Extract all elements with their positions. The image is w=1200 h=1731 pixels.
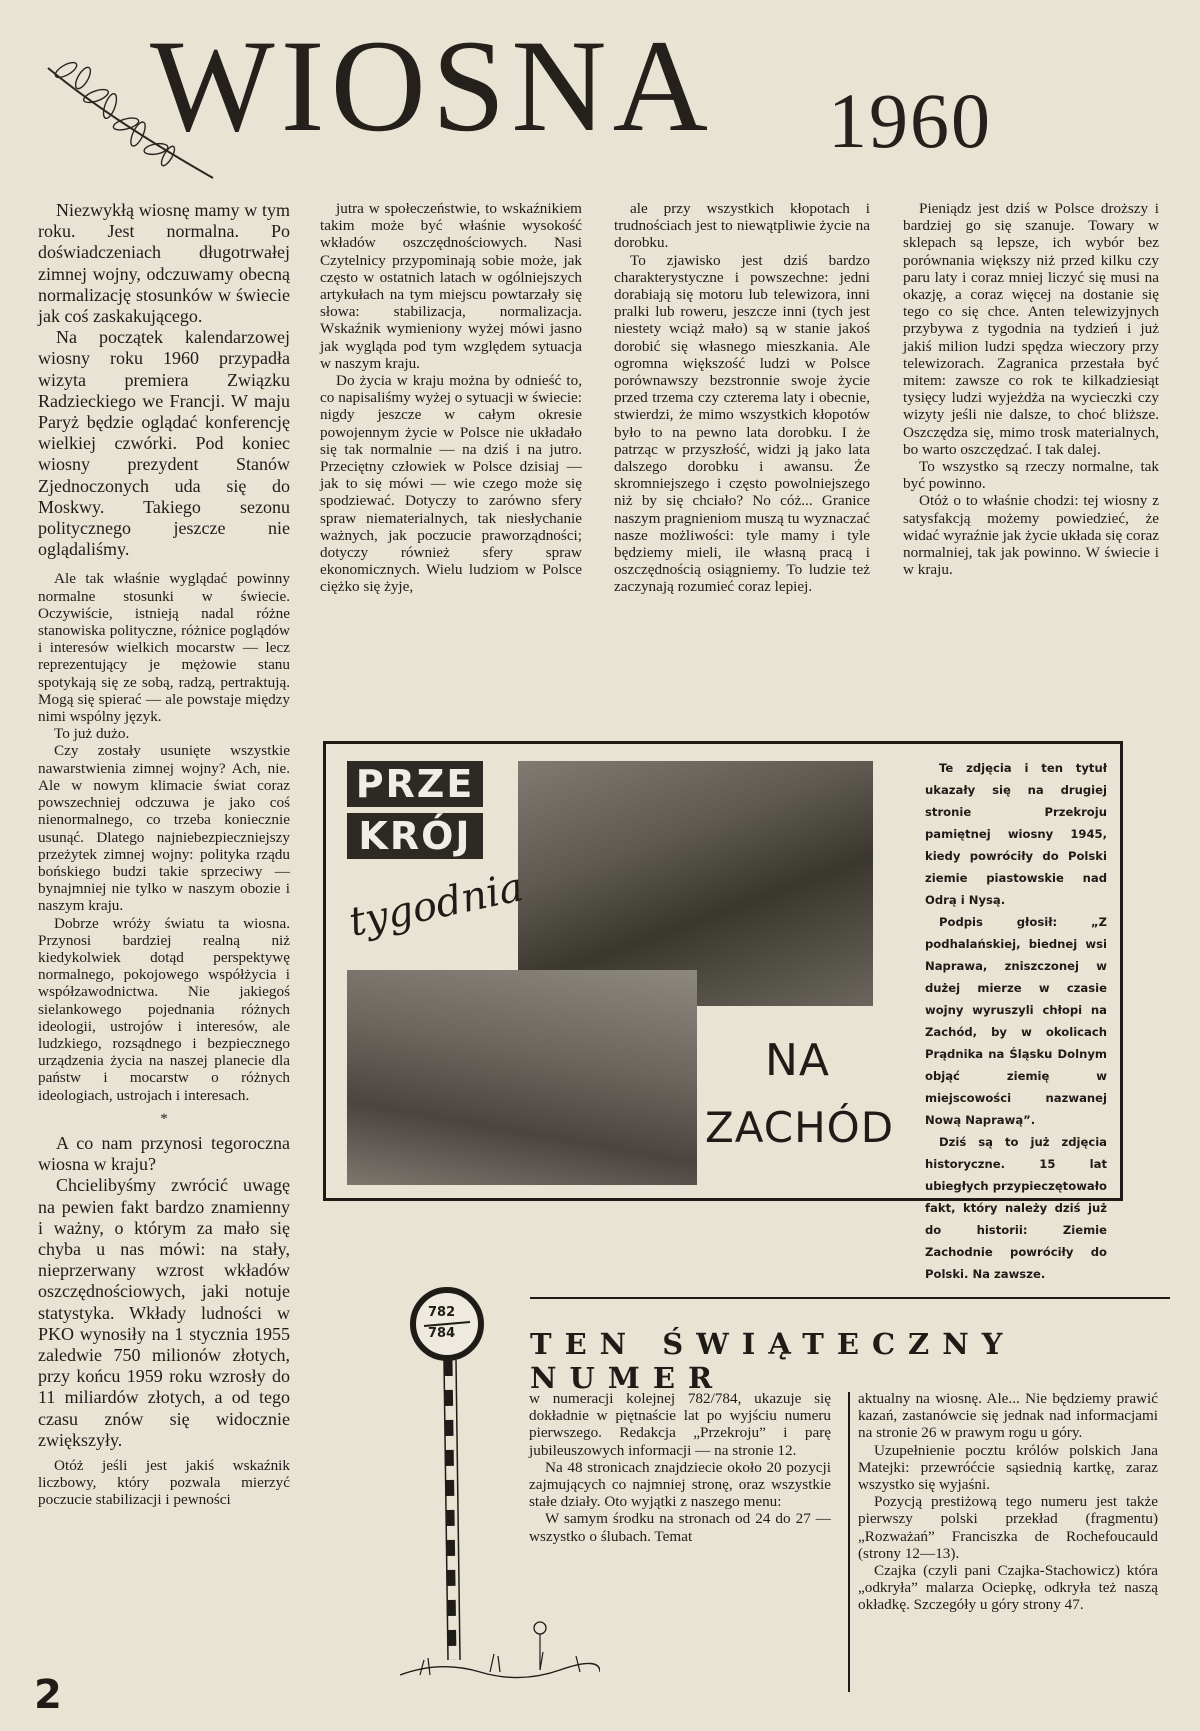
logo-line-1: PRZE	[347, 761, 483, 807]
photo-villagers-fence	[347, 970, 697, 1185]
paragraph: Pieniądz jest dziś w Polsce droższy i bardziej go się szanuje. Towary w sklepach są lepsze, ich wybór bez porównania większy niż przed kilku czy paru laty i coraz mniej liczyć się musi na okazję, a coraz więcej na dostanie się tego co się chce. Anten telewizyjnych przybywa z tygodnia na tydzień i już jakiś milion ludzi spędza wieczory przy telewizorach. Zagranica przestała być mitem: zawsze co rok te kilkadziesiąt tysięcy ludzi wyjeżdża na wycieczki czy wizyty jeśli nie dalsze, to choć bliższe. Oszczędza się, mimo trosk materialnych, bo warto oszczędzać. I tak dalej.	[903, 200, 1159, 458]
column-divider	[848, 1392, 850, 1692]
page-number: 2	[34, 1672, 62, 1718]
paragraph: Czy zostały usunięte wszystkie nawarstwienia zimnej wojny? Ach, nie. Ale w nowym klimacie świat coraz powszechniej odczuwa je jako coś nienormalnego, co trzeba koniecznie usunąć. Dlatego najniebezpieczniejszy przeżytek zimnej wojny: polityka rządu bońskiego budzi takie sprzeciwy — bynajmniej nie tylko w naszym obozie i naszym kraju.	[38, 742, 290, 915]
photo-caption	[925, 757, 1107, 1285]
paragraph: w numeracji kolejnej 782/784, ukazuje się dokładnie w piętnaście lat po wyjściu numeru pierwszego. Redakcja „Przekroju” i parę jubileuszowych informacji — na stronie 12.	[529, 1390, 831, 1459]
paragraph: jutra w społeczeństwie, to wskaźnikiem takim może być właśnie wysokość wkładów oszczędnościowych. Nasi Czytelnicy przypominają sobie może, jak często w ostatnich latach w ogólniejszych artykułach na tym miejscu powtarzały się słowa: stabilizacja, normalizacja. Wskaźnik wymieniony wyżej mówi jasno jak wygląda pod tym względem sytuacja w naszym kraju.	[320, 200, 582, 372]
article-column-2	[320, 200, 582, 596]
paragraph: Na początek kalendarzowej wiosny roku 1960 przypadła wizyta premiera Związku Radzieckiego we Francji. W maju Paryż będzie oglądać konferencję wielkiej czwórki. Pod koniec wiosny prezydent Stanów Zjednoczonych uda się do Moskwy. Takiego sezonu politycznego jeszcze nie oglądaliśmy.	[38, 327, 290, 560]
article-column-1	[38, 200, 290, 1509]
caption-paragraph: Podpis głosił: „Z podhalańskiej, biednej wsi Naprawa, zniszczonej w dużej mierze w czasie wojny wyruszyli chłopi na Zachód, by w okolicach Prądnika na Śląsku Dolnym objąć ziemię w miejscowości nazwanej Nową Naprawą”.	[925, 915, 1107, 1127]
headline-title: WIOSNA	[150, 12, 714, 159]
section-separator-star: *	[160, 1109, 168, 1127]
photo-title-zachod: ZACHÓD	[705, 1103, 895, 1152]
sign-number-top: 782	[428, 1305, 456, 1320]
logo-script: tygodnia	[345, 864, 528, 946]
section-top-rule	[530, 1297, 1170, 1299]
article-column-3	[614, 200, 870, 596]
logo-line-2: KRÓJ	[347, 813, 483, 859]
sign-number-bottom: 784	[428, 1326, 456, 1341]
section-heading: TEN ŚWIĄTECZNY NUMER	[530, 1327, 1016, 1395]
column-1-large-text-2	[38, 1133, 290, 1451]
paragraph: ale przy wszystkich kłopotach i trudnościach jest to niewątpliwie życie na dorobku.	[614, 200, 870, 252]
number-column-right	[858, 1390, 1158, 1614]
caption-paragraph: Dziś są to już zdjęcia historyczne. 15 lat ubiegłych przypieczętowało fakt, który należy dziś już do historii: Ziemie Zachodnie powróciły do Polski. Na zawsze.	[925, 1135, 1107, 1281]
paragraph: Ale tak właśnie wyglądać powinny normalne stosunki w świecie. Oczywiście, istnieją nadal różne stanowiska polityczne, różnice poglądów i interesów wielkich mocarstw — lecz reprezentujący je mężowie stanu spotykają się ze sobą, radzą, pertraktują. Mogą się spierać — ale powstaje między nimi wspólny język.	[38, 570, 290, 726]
caption-paragraph: Te zdjęcia i ten tytuł ukazały się na drugiej stronie Przekroju pamiętnej wiosny 1945, kiedy powróciły do Polski ziemie piastowskie nad Odrą i Nysą.	[925, 761, 1107, 907]
paragraph: To zjawisko jest dziś bardzo charakterystyczne i powszechne: jedni dorabiają się motoru lub telewizora, inni pralki lub roweru, jeszcze inni (tych jest niestety wciąż mało) są w stanie jakoś dorobić się własnego mieszkania. Ale ogromna większość ludzi w Polsce porównawszy bezstronnie swoje życie przed trzema czy czterema laty i obecnie, stwierdzi, że mimo wszystkich kłopotów było to na pewno lata dorobku. I że patrząc w przyszłość, widzi ją jako lata dalszego dorobku i awansu. Że skromniejszego i często powolniejszego niż by się chciało? No cóż... Granice naszym pragnieniom muszą tu wyznaczać nasze możliwości: tyle mamy i tyle będziemy mieli, ile własną pracą i oszczędnością osiągniemy. To ludzie też zaczynają rozumieć coraz lepiej.	[614, 251, 870, 596]
paragraph: Do życia w kraju można by odnieść to, co napisaliśmy wyżej o sytuacji w świecie: nigdy jeszcze w całym okresie powojennym życie w Polsce nie układało się tak normalnie — na dziś i na jutro. Przeciętny człowiek w Polsce dzisiaj — jak to się mówi — wie czego może się spodziewać. Dotyczy to zarówno sfery spraw niematerialnych, tak niesłychanie ważnych, jak poczucie praworządności; dotyczy również sfery spraw ekonomicznych. Wielu ludziom w Polsce ciężko się żyje,	[320, 372, 582, 596]
paragraph: Uzupełnienie pocztu królów polskich Jana Matejki: przewróćcie sąsiednią kartkę, zaraz wszystko się wyjaśni.	[858, 1441, 1158, 1494]
number-column-left	[529, 1390, 831, 1545]
column-1-large-text	[38, 200, 290, 560]
przekroj-logo	[347, 761, 487, 871]
headline-year: 1960	[828, 77, 992, 164]
article-column-4	[903, 200, 1159, 578]
paragraph: To wszystko są rzeczy normalne, tak być powinno.	[903, 458, 1159, 493]
photo-title-na: NA	[765, 1035, 831, 1086]
paragraph: Czajka (czyli pani Czajka-Stachowicz) która „odkryła” malarza Ociepkę, odkryła też naszą okładkę. Szczegóły u góry strony 47.	[858, 1562, 1158, 1614]
paragraph: aktualny na wiosnę. Ale... Nie będziemy prawić kazań, zastanówcie się jednak nad informacjami na stronie 26 w prawym rogu u góry.	[858, 1390, 1158, 1442]
paragraph: W samym środku na stronach od 24 do 27 — wszystko o ślubach. Temat	[529, 1510, 831, 1545]
paragraph: To już dużo.	[54, 725, 130, 743]
paragraph: A co nam przynosi tegoroczna wiosna w kraju?	[38, 1132, 290, 1175]
paragraph: Otóż o to właśnie chodzi: tej wiosny z satysfakcją możemy powiedzieć, że widać wyraźnie jak życie układa się coraz normalniej, tak jak powinno. W świecie i w kraju.	[903, 492, 1159, 579]
paragraph: Niezwykłą wiosnę mamy w tym roku. Jest normalna. Po doświadczeniach długotrwałej zimnej wojny, odczuwamy obecną normalizację stosunków w świecie jak coś zaskakującego.	[38, 200, 290, 327]
paragraph: Na 48 stronicach znajdziecie około 20 pozycji zajmujących co najmniej stronę, oraz wszystkie stałe działy. Oto wyjątki z naszego menu:	[529, 1458, 831, 1511]
paragraph: Dobrze wróży światu ta wiosna. Przynosi bardziej realną niż kiedykolwiek dotąd perspektywę normalnego, pokojowego współżycia i współzawodnictwa. Nie jakiegoś sielankowego pojednania różnych ideologii, ustrojów i interesów, ale ludzkiego, rozsądnego i bezpiecznego urządzenia życia na naszej planecie dla państw i mocarstw o różnych ideologiach, ustrojach i interesach.	[38, 914, 290, 1104]
paragraph: Pozycją prestiżową tego numeru jest także pierwszy polski przekład (fragmentu) „Rozważań” Franciszka de Rochefoucauld (strony 12—13).	[858, 1493, 1158, 1562]
paragraph: Chcielibyśmy zwrócić uwagę na pewien fakt bardzo znamienny i ważny, o którym za mało się chyba u nas mówi: na stały, nieprzerwany wzrost wkładów oszczędnościowych, jaki notuje statystyka. Wkłady ludności w PKO wynosiły na 1 stycznia 1955 zaledwie 750 milionów złotych, przy końcu 1959 roku wzrosły do 11 miliardów złotych, a od tego czasu znów się widocznie zwiększyły.	[38, 1175, 290, 1450]
paragraph: Otóż jeśli jest jakiś wskaźnik liczbowy, który pozwala mierzyć poczucie stabilizacji i pewności	[38, 1457, 290, 1509]
